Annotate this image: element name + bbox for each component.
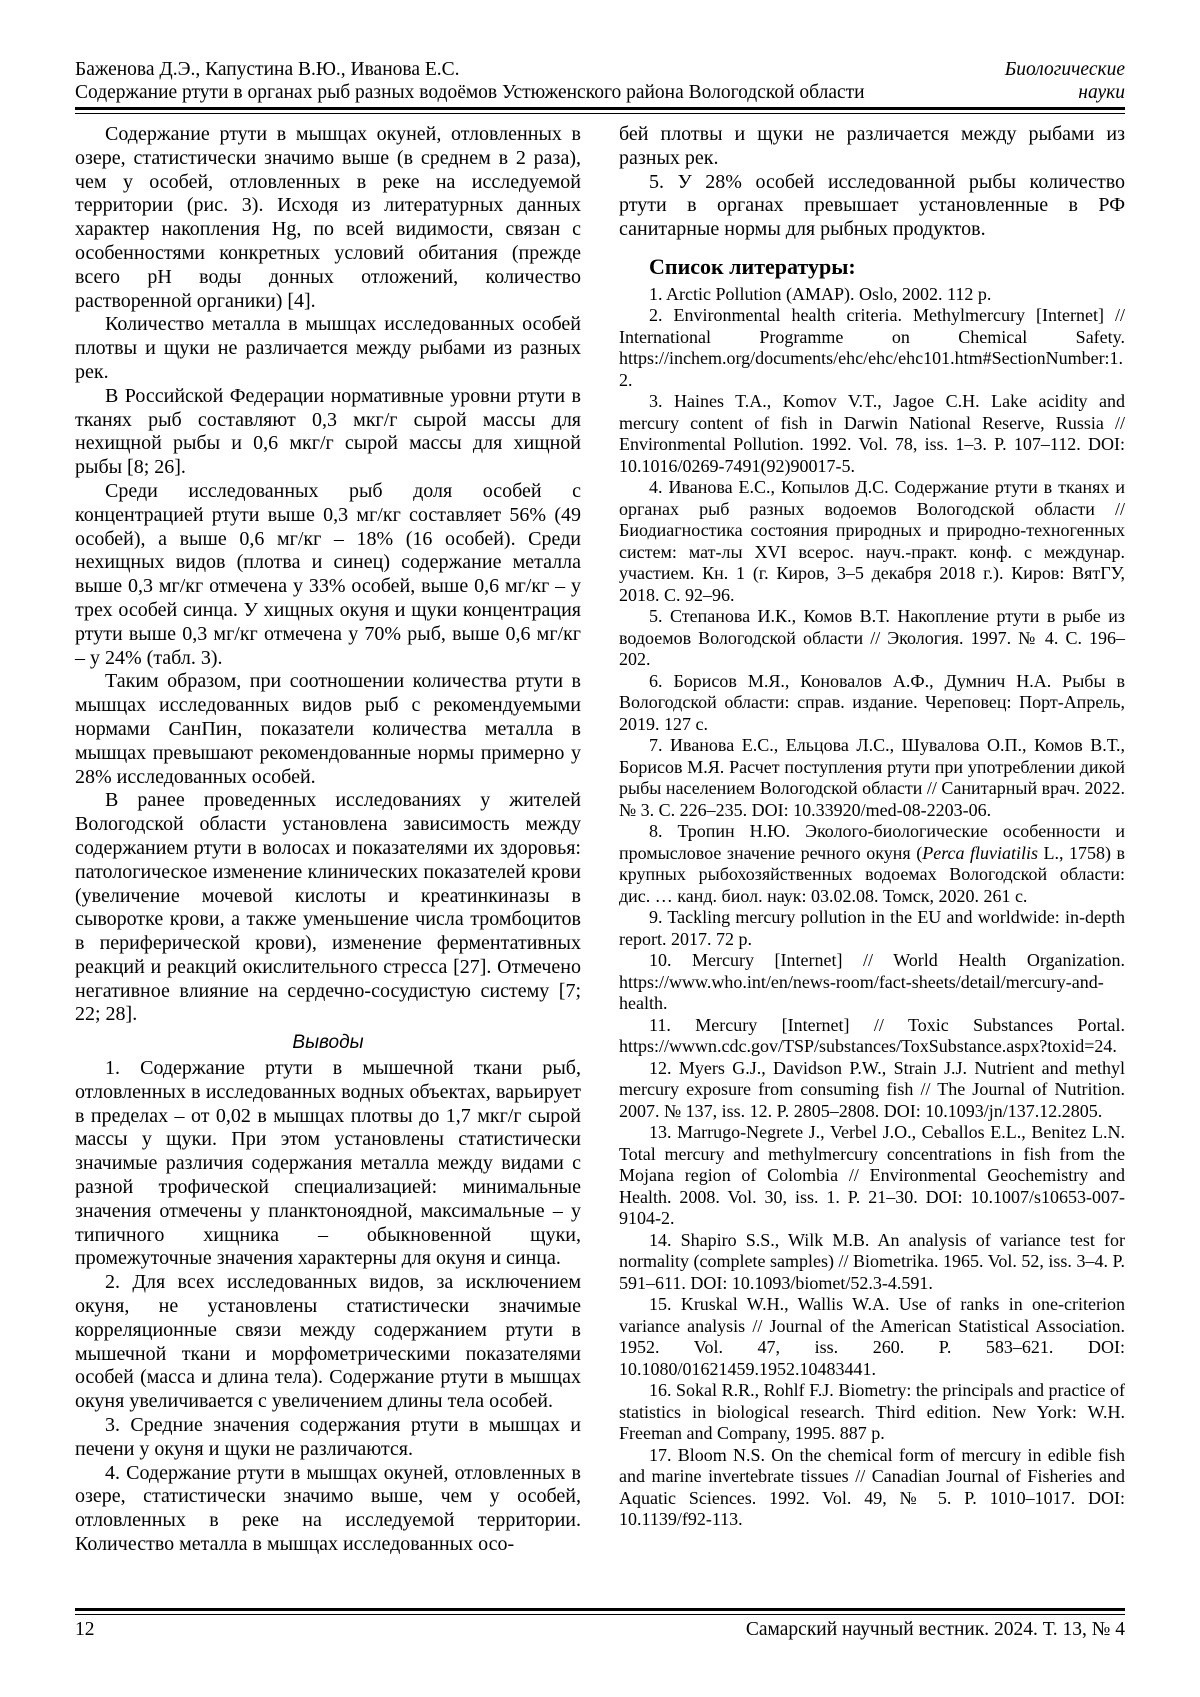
- reference-item: [619, 1380, 1125, 1445]
- references-heading: Список литературы:: [649, 253, 856, 279]
- header-rule: [75, 107, 1125, 114]
- left-paragraphs: [75, 123, 581, 1027]
- reference-text: 7. Иванова Е.С., Ельцова Л.С., Шувалова О.П., Комов В.Т., Борисов М.Я. Расчет поступления ртути при употреблении дикой рыбы населением Вологодской области // Санитарный врач. 2022. № 3. С. 226–235. DOI: 10.33920/med-08-2203-06.: [619, 735, 1125, 820]
- conclusions-heading: Выводы: [292, 1032, 364, 1054]
- reference-text: 8. Тропин Н.Ю. Эколого-биологические особенности и промысловое значение речного окуня (: [619, 821, 1125, 863]
- journal-imprint: Самарский научный вестник. 2024. Т. 13, № 4: [745, 1619, 1125, 1640]
- reference-text: 1. Arctic Pollution (AMAP). Oslo, 2002. 112 p.: [649, 283, 992, 304]
- reference-text: 13. Marrugo-Negrete J., Verbel J.O., Ceballos E.L., Benitez L.N. Total mercury and methylmercury concentrations in fish from the Mojana region of Colombia // Environmental Geochemistry and Health. 2008. Vol. 30, iss. 1. P. 21–30. DOI: 10.1007/s10653-007-9104-2.: [619, 1122, 1125, 1229]
- reference-item: [619, 671, 1125, 736]
- paragraph: 5. У 28% особей исследованной рыбы количество ртути в органах превышает установленные в РФ санитарные нормы для рыбных продуктов.: [619, 170, 1125, 241]
- page-content: [75, 58, 1125, 1557]
- running-head-section-line2: науки: [1078, 82, 1125, 103]
- paragraph: Таким образом, при соотношении количества ртути в мышцах исследованных видов рыб с рекомендуемыми нормами СанПин, показатели количества металла в мышцах превышают рекомендованные нормы примерно у 28% исследованных особей.: [75, 670, 581, 788]
- reference-text: 3. Haines T.A., Komov V.T., Jagoe C.H. Lake acidity and mercury content of fish in Darwin National Reserve, Russia // Environmental Pollution. 1992. Vol. 78, iss. 1–3. P. 107–112. DOI: 10.1016/0269-7491(92)90017-5.: [619, 391, 1125, 476]
- reference-text: 10. Mercury [Internet] // World Health Organization. https://www.who.int/en/news-room/fact-sheets/detail/mercury-and-health.: [619, 950, 1125, 1014]
- reference-item: [619, 1294, 1125, 1380]
- page-footer: [75, 1605, 1125, 1642]
- left-column: [75, 123, 581, 1557]
- reference-text: 16. Sokal R.R., Rohlf F.J. Biometry: the principals and practice of statistics in biological research. Third edition. New York: W.H. Freeman and Company, 1995. 887 p.: [619, 1380, 1125, 1444]
- reference-item: [619, 907, 1125, 950]
- reference-text: 12. Myers G.J., Davidson P.W., Strain J.J. Nutrient and methyl mercury exposure from consuming fish // The Journal of Nutrition. 2007. № 137, iss. 12. P. 2805–2808. DOI: 10.1093/jn/137.12.2805.: [619, 1057, 1125, 1121]
- reference-text: 14. Shapiro S.S., Wilk M.B. An analysis of variance test for normality (complete samples) // Biometrika. 1965. Vol. 52, iss. 3–4. P. 591–611. DOI: 10.1093/biomet/52.3-4.591.: [619, 1229, 1125, 1293]
- reference-item: [619, 606, 1125, 671]
- reference-item: [619, 477, 1125, 606]
- reference-text: 9. Tackling mercury pollution in the EU and worldwide: in-depth report. 2017. 72 p.: [619, 907, 1125, 949]
- paragraph: В Российской Федерации нормативные уровни ртути в тканях рыб составляют 0,3 мкг/г сырой массы для нехищной рыбы и 0,6 мкг/г сырой массы для хищной рыбы [8; 26].: [75, 384, 581, 479]
- paragraph: бей плотвы и щуки не различается между рыбами из разных рек.: [619, 123, 1125, 169]
- running-head-authors: Баженова Д.Э., Капустина В.Ю., Иванова Е.С.: [75, 59, 460, 80]
- reference-item: [619, 821, 1125, 907]
- reference-text: 2. Environmental health criteria. Methylmercury [Internet] // International Programme on Chemical Safety. https://inchem.org/documents/ehc/ehc/ehc101.htm#SectionNumber:1.2.: [619, 305, 1125, 390]
- reference-text: 11. Mercury [Internet] // Toxic Substances Portal. https://wwwn.cdc.gov/TSP/substances/ToxSubstance.aspx?toxid=24.: [619, 1014, 1125, 1057]
- reference-item: [619, 735, 1125, 821]
- running-head-section-line1: Биологические: [1004, 59, 1125, 80]
- reference-item: [619, 950, 1125, 1015]
- reference-text: 6. Борисов М.Я., Коновалов А.Ф., Думнич Н.А. Рыбы в Вологодской области: справ. издание. Череповец: Порт-Апрель, 2019. 127 с.: [619, 670, 1125, 734]
- reference-item: [619, 1230, 1125, 1295]
- reference-item: [619, 1015, 1125, 1058]
- right-lead-paragraphs: [619, 123, 1125, 242]
- conclusion-item: 2. Для всех исследованных видов, за исключением окуня, не установлены статистически значимые корреляционные связи между содержанием ртути в мышечной ткани и морфометрическими показателями особей (масса и длина тела). Содержание ртути в мышцах окуня увеличивается с увеличением длины тела особей.: [75, 1271, 581, 1413]
- reference-item: [619, 391, 1125, 477]
- footer-rule: [75, 1608, 1125, 1615]
- reference-latin-name: Perca fluviatilis: [922, 842, 1039, 863]
- conclusion-item: 3. Средние значения содержания ртути в мышцах и печени у окуня и щуки не различаются.: [75, 1414, 581, 1460]
- page-number: 12: [75, 1619, 95, 1640]
- paragraph: Содержание ртути в мышцах окуней, отловленных в озере, статистически значимо выше (в среднем в 2 раза), чем у особей, отловленных в реке на исследуемой территории (рис. 3). Исходя из литературных данных характер накопления Hg, по всей видимости, связан с особенностями конкретных условий обитания (прежде всего pH воды донных отложений, количество растворенной органики) [4].: [75, 123, 581, 312]
- conclusions-list: [75, 1057, 581, 1557]
- reference-item: [619, 305, 1125, 391]
- reference-text: L., 1758) в крупных рыбохозяйственных водоемах Вологодской области: дис. … канд. биол. наук: 03.02.08. Томск, 2020. 261 с.: [619, 842, 1125, 906]
- conclusion-item: 4. Содержание ртути в мышцах окуней, отловленных в озере, статистически значимо выше, чем у особей, отловленных в реке на исследуемой территории. Количество металла в мышцах исследованных осо-: [75, 1461, 581, 1556]
- paragraph: Среди исследованных рыб доля особей с концентрацией ртути выше 0,3 мг/кг составляет 56% (49 особей), а выше 0,6 мг/кг – 18% (16 особей). Среди нехищных видов (плотва и синец) содержание металла выше 0,3 мг/кг отмечена у 33% особей, выше 0,6 мг/кг – у трех особей синца. У хищных окуня и щуки концентрация ртути выше 0,3 мг/кг отмечена у 70% рыб, выше 0,6 мг/кг – у 24% (табл. 3).: [75, 479, 581, 669]
- right-column: [619, 123, 1125, 1557]
- reference-item: [619, 1122, 1125, 1230]
- references-list: [619, 284, 1125, 1531]
- reference-text: 17. Bloom N.S. On the chemical form of mercury in edible fish and marine invertebrate tissues // Canadian Journal of Fisheries and Aquatic Sciences. 1992. Vol. 49, № 5. P. 1010–1017. DOI: 10.1139/f92-113.: [619, 1444, 1125, 1530]
- paragraph: В ранее проведенных исследованиях у жителей Вологодской области установлена зависимость между содержанием ртути в волосах и показателями их здоровья: патологическое изменение клинических показателей крови (увеличение мочевой кислоты и креатинкиназы в сыворотке крови, а также уменьшение числа тромбоцитов в периферической крови), изменение ферментативных реакций и реакций окислительного стресса [27]. Отмечено негативное влияние на сердечно-сосудистую систему [7; 22; 28].: [75, 789, 581, 1026]
- conclusion-item: 1. Содержание ртути в мышечной ткани рыб, отловленных в исследованных водных объектах, варьирует в пределах – от 0,02 в мышцах плотвы до 1,7 мкг/г сырой массы у щуки. При этом установлены статистически значимые различия содержания металла между видами с разной трофической специализацией: минимальные значения отмечены у планктоноядной, максимальные – у типичного хищника – обыкновенной щуки, промежуточные значения характерны для окуня и синца.: [75, 1057, 581, 1270]
- running-head: [75, 58, 1125, 114]
- reference-item: [619, 1445, 1125, 1531]
- reference-item: [619, 284, 1125, 306]
- paragraph: Количество металла в мышцах исследованных особей плотвы и щуки не различается между рыбами из разных рек.: [75, 313, 581, 383]
- reference-text: 5. Степанова И.К., Комов В.Т. Накопление ртути в рыбе из водоемов Вологодской области // Экология. 1997. № 4. С. 196–202.: [619, 606, 1125, 670]
- two-column-body: [75, 123, 1125, 1557]
- reference-text: 4. Иванова Е.С., Копылов Д.С. Содержание ртути в тканях и органах рыб разных водоемов Вологодской области // Биодиагностика состояния природных и природно-техногенных систем: мат-лы XVI всерос. науч.-практ. конф. с междунар. участием. Кн. 1 (г. Киров, 3–5 декабря 2018 г.). Киров: ВятГУ, 2018. С. 92–96.: [619, 477, 1125, 605]
- running-head-article-title: Содержание ртути в органах рыб разных водоёмов Устюженского района Вологодской области: [75, 82, 865, 103]
- reference-text: 15. Kruskal W.H., Wallis W.A. Use of ranks in one-criterion variance analysis // Journal of the American Statistical Association. 1952. Vol. 47, iss. 260. P. 583–621. DOI: 10.1080/01621459.1952.10483441.: [619, 1294, 1125, 1379]
- reference-item: [619, 1058, 1125, 1123]
